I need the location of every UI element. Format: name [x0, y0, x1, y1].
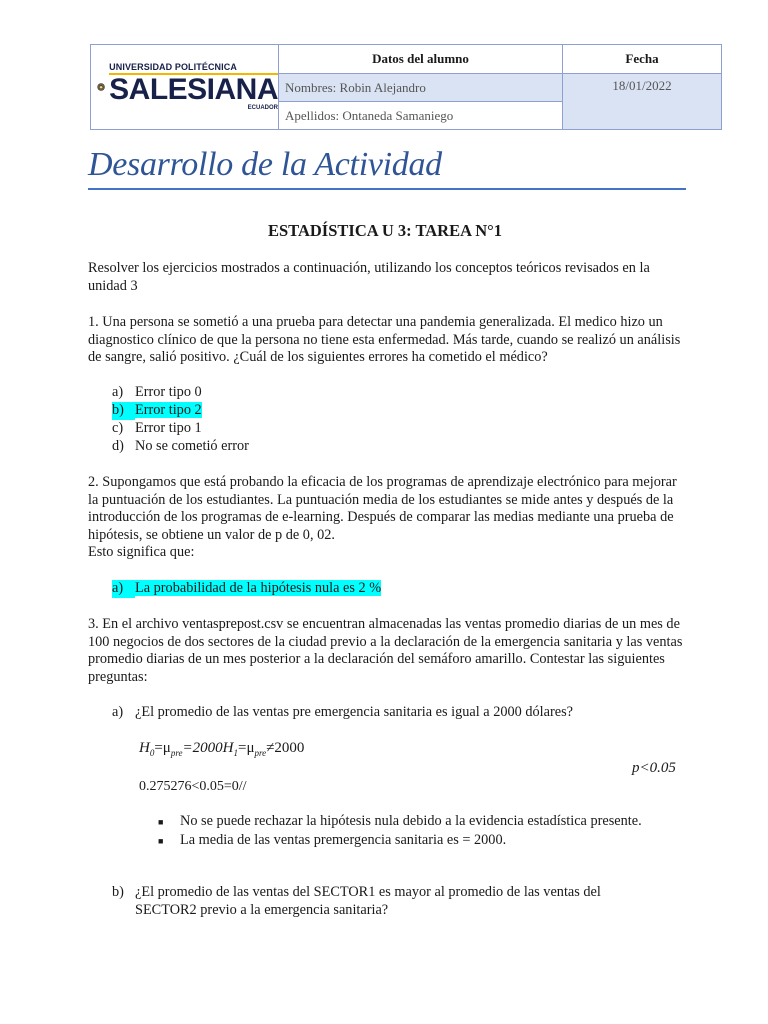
- formula-eq4: ≠2000: [266, 740, 305, 756]
- q3-part-b-line1: ¿El promedio de las ventas del SECTOR1 es mayor al promedio de las ventas del: [135, 884, 601, 900]
- q3-part-b-line2: SECTOR2 previo a la emergencia sanitaria?: [135, 902, 389, 918]
- student-info-table: [90, 44, 722, 130]
- q3-part-a-question: ¿El promedio de las ventas pre emergencia sanitaria es igual a 2000 dólares?: [135, 704, 574, 720]
- university-logo: [91, 63, 278, 111]
- q3-bullet-1: [158, 813, 642, 831]
- question-1-text: 1. Una persona se sometió a una prueba para detectar una pandemia generalizada. El medico hizo un diagnostico clínico de que la persona no tiene esta enfermedad. Más tarde, cuando se realizó un análisis de sangre, salió positivo. ¿Cuál de los siguientes errores ha cometido el médico?: [88, 314, 681, 365]
- title-divider: [88, 188, 686, 190]
- q1-option-c: [112, 420, 202, 438]
- bullet-square-icon: ■: [158, 817, 164, 827]
- formula-h0: H: [139, 740, 150, 756]
- logo-line3: ECUADOR: [247, 105, 278, 111]
- logo-line1: UNIVERSIDAD POLITÉCNICA: [109, 63, 278, 75]
- q3-part-b-marker: b): [112, 884, 124, 900]
- question-2-prompt: Esto significa que:: [88, 544, 195, 560]
- date-value: 18/01/2022: [563, 74, 722, 130]
- q3-bullet-2-text: La media de las ventas premergencia sanitaria es = 2000.: [180, 832, 507, 848]
- question-2-text: 2. Supongamos que está probando la eficacia de los programas de aprendizaje electrónico para mejorar la puntuación de los estudiantes. La puntuación media de los estudiantes se mide antes y después de la introducción de los programas de e-learning. Después de comparar las medias mediante una prueba de hipótesis, se obtiene un valor de p de 0, 02.: [88, 474, 677, 543]
- q1-option-a: [112, 384, 202, 402]
- q2-answer: [112, 580, 381, 598]
- question-3-text: 3. En el archivo ventasprepost.csv se encuentran almacenadas las ventas promedio diarias de un mes de 100 negocios de dos sectores de la ciudad previo a la declaración de la emergencia sanitaria y las ventas promedio diarias de un mes posterior a la declaración del semáforo amarillo. Contestar las siguientes preguntas:: [88, 616, 683, 685]
- formula-eq1: =μ: [154, 740, 171, 756]
- significance-level: p<0.05: [632, 760, 676, 776]
- q1-option-b-label: Error tipo 2: [135, 402, 202, 418]
- q1-option-b-marker: b): [112, 402, 135, 420]
- q3-part-a-marker: a): [112, 704, 124, 720]
- q1-option-d: [112, 438, 249, 456]
- date-heading: Fecha: [563, 45, 722, 74]
- formula-eq3: =μ: [238, 740, 255, 756]
- bullet-square-icon: ■: [158, 836, 164, 846]
- q2-answer-marker: a): [112, 580, 135, 598]
- student-data-heading: Datos del alumno: [279, 45, 563, 74]
- intro-paragraph: Resolver los ejercicios mostrados a continuación, utilizando los conceptos teóricos revisados en la unidad 3: [88, 260, 650, 294]
- pvalue-result: 0.275276<0.05=0//: [139, 779, 247, 794]
- formula-pre-sub: pre: [170, 748, 183, 758]
- logo-cell: [91, 45, 279, 130]
- q1-option-d-label: No se cometió error: [135, 438, 249, 454]
- q3-part-b: [112, 884, 601, 902]
- q3-bullet-2: [158, 832, 506, 850]
- q1-option-a-label: Error tipo 0: [135, 384, 202, 400]
- formula-h0-sub: 0: [149, 748, 155, 758]
- q1-option-a-marker: a): [112, 384, 124, 400]
- q3-bullet-1-text: No se puede rechazar la hipótesis nula debido a la evidencia estadística presente.: [180, 813, 642, 829]
- q3-part-a: [112, 704, 573, 722]
- q1-option-c-label: Error tipo 1: [135, 420, 202, 436]
- formula-pre-sub2: pre: [254, 748, 267, 758]
- q1-option-c-marker: c): [112, 420, 124, 436]
- page-title: Desarrollo de la Actividad: [88, 146, 442, 183]
- formula-eq2: =2000H: [182, 740, 234, 756]
- names-field: Nombres: Robin Alejandro: [279, 74, 563, 102]
- subject-heading: ESTADÍSTICA U 3: TAREA N°1: [268, 221, 502, 240]
- hypothesis-formula: [139, 740, 304, 763]
- surnames-field: Apellidos: Ontaneda Samaniego: [279, 102, 563, 130]
- formula-h1-sub: 1: [233, 748, 238, 758]
- q1-option-d-marker: d): [112, 438, 124, 454]
- globe-icon: [97, 65, 105, 109]
- q1-option-b: [112, 402, 202, 420]
- q2-answer-label: La probabilidad de la hipótesis nula es 2 %: [135, 580, 382, 596]
- logo-line2: SALESIANA: [109, 73, 278, 106]
